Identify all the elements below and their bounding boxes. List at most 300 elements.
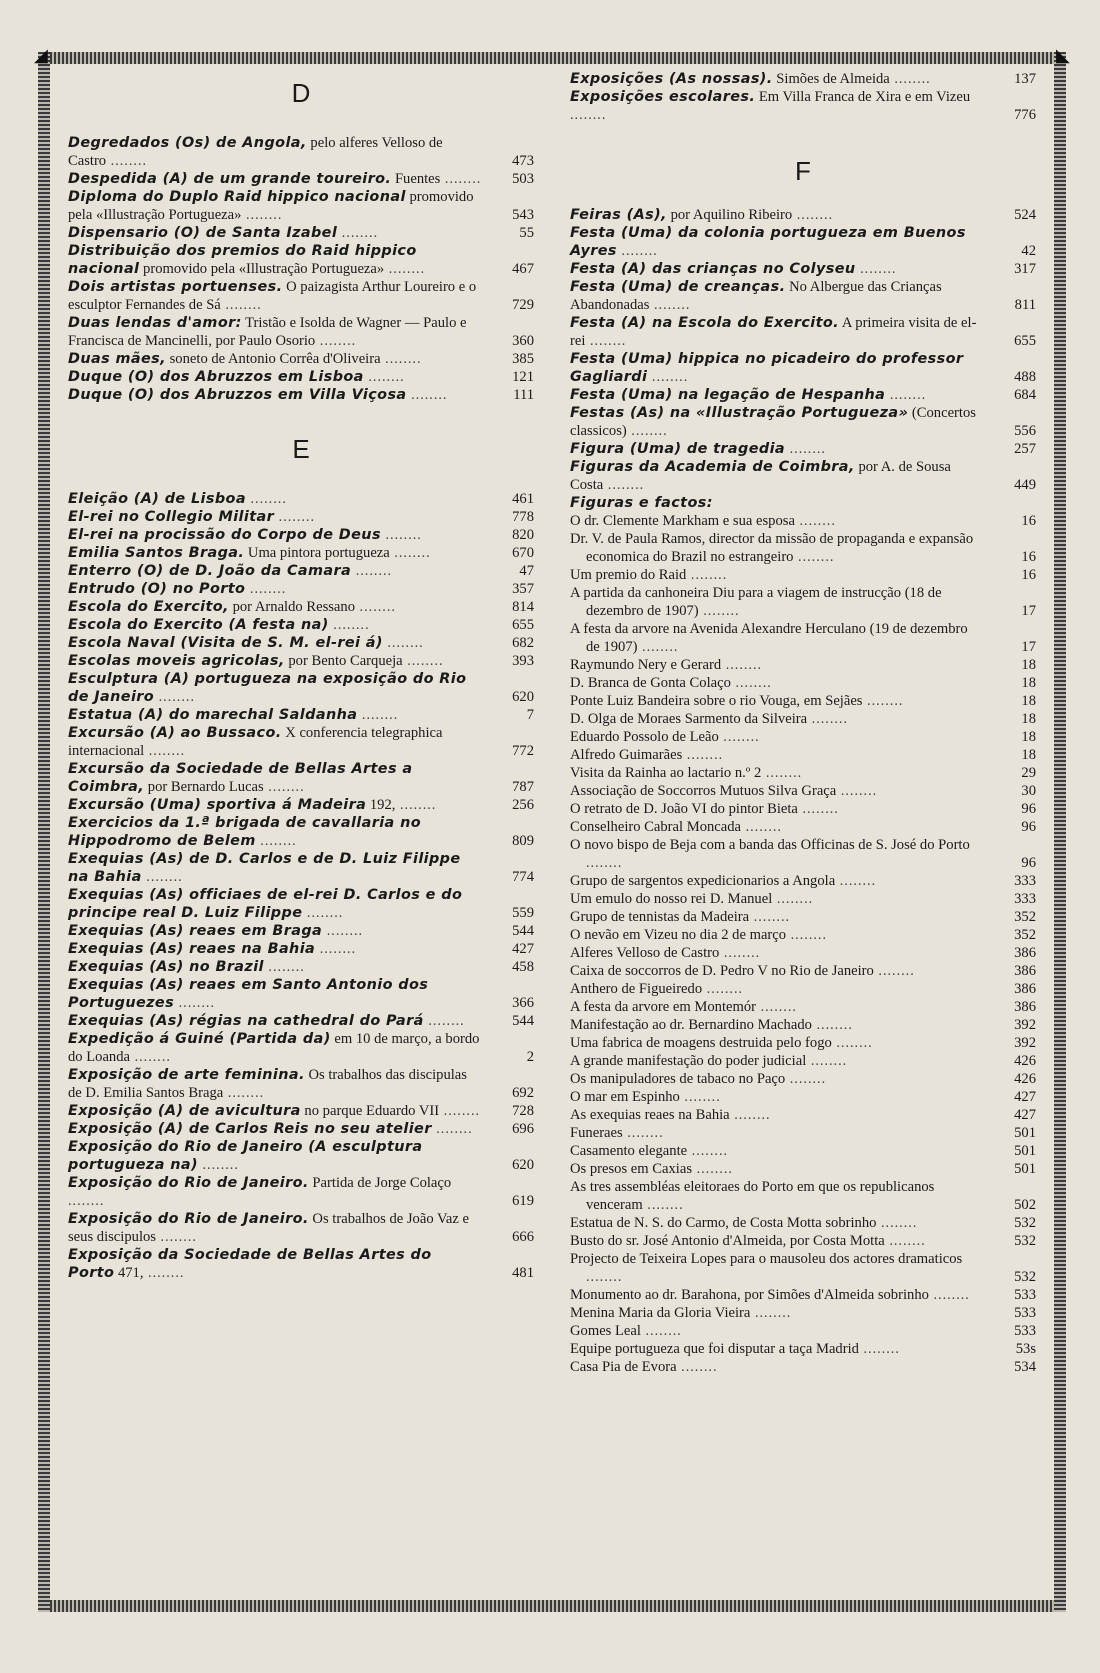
- leader-dots: ........: [794, 513, 836, 529]
- entry-description: Em Villa Franca de Xira e em Vizeu: [755, 89, 971, 105]
- leader-dots: ........: [616, 243, 658, 259]
- entry-description: Raymundo Nery e Gerard: [570, 657, 722, 673]
- page-number: 458: [512, 959, 534, 975]
- leader-dots: ........: [792, 207, 834, 223]
- index-entry: [570, 314, 1036, 350]
- right-column: [570, 70, 1036, 1594]
- page-number: 385: [512, 351, 534, 367]
- entry-title: Exposições (As nossas).: [570, 71, 773, 87]
- leader-dots: ........: [719, 945, 761, 961]
- page-number: 774: [512, 869, 534, 885]
- entry-description: Grupo de tennistas da Madeira: [570, 909, 750, 925]
- index-entry: [570, 1016, 1036, 1034]
- leader-dots: ........: [862, 693, 904, 709]
- page-number: 532: [1014, 1215, 1036, 1231]
- leader-dots: ........: [885, 387, 927, 403]
- entry-title: Exercicios da 1.ª brigada de cavallaria no Hippodromo de Belem: [68, 815, 422, 849]
- page-number: 534: [1014, 1359, 1036, 1375]
- leader-dots: ........: [831, 1035, 873, 1051]
- leader-dots: ........: [692, 1161, 733, 1177]
- leader-dots: ........: [756, 999, 797, 1015]
- index-entry: [570, 566, 1036, 584]
- entry-description: A primeira visita de el-rei: [570, 315, 977, 349]
- index-entry: [68, 170, 534, 188]
- page-number: 16: [1021, 549, 1036, 565]
- entry-description: por A. de Sousa Costa: [570, 459, 951, 493]
- leader-dots: ........: [649, 297, 691, 313]
- page-number: 814: [512, 599, 534, 615]
- leader-dots: ........: [858, 1341, 900, 1357]
- entry-title: Expedição á Guiné (Partida da): [68, 1031, 331, 1047]
- leader-dots: ........: [440, 171, 482, 187]
- index-entry: [68, 224, 534, 242]
- index-entry: [68, 886, 534, 922]
- index-entry: [570, 1250, 1036, 1286]
- page-number: 392: [1014, 1035, 1036, 1051]
- leader-dots: ........: [241, 207, 283, 223]
- entry-title: Exequias (As) reaes em Santo Antonio dos Portuguezes: [68, 977, 429, 1011]
- leader-dots: ........: [626, 423, 668, 439]
- page-border-left: [38, 52, 50, 1612]
- index-entry: [68, 976, 534, 1012]
- index-entry: [68, 1138, 534, 1174]
- leader-dots: ........: [855, 261, 897, 277]
- entry-title: Figuras da Academia de Coimbra,: [570, 459, 855, 475]
- index-entry: [68, 544, 534, 562]
- page-number: 426: [1014, 1053, 1036, 1069]
- index-entry: [570, 1160, 1036, 1178]
- index-entry: [68, 1210, 534, 1246]
- entry-description: O nevão em Vizeu no dia 2 de março: [570, 927, 787, 943]
- leader-dots: ........: [793, 549, 835, 565]
- page-number: 2: [526, 1049, 534, 1065]
- entry-description: por Bernardo Lucas: [144, 779, 264, 795]
- entry-title: Feiras (As),: [570, 207, 667, 223]
- page-number: 18: [1021, 729, 1036, 745]
- page-number: 427: [512, 941, 534, 957]
- entry-title: Exposição de arte feminina.: [68, 1067, 305, 1083]
- index-entry: [68, 670, 534, 706]
- leader-dots: ........: [806, 1053, 848, 1069]
- entry-title: Festa (Uma) da colonia portugueza em Buenos Ayres: [570, 225, 966, 259]
- leader-dots: ........: [835, 873, 877, 889]
- page-number: 655: [1014, 333, 1036, 349]
- entry-description: Um emulo do nosso rei D. Manuel: [570, 891, 773, 907]
- index-entry: [68, 242, 534, 278]
- entry-description: Casamento elegante: [570, 1143, 688, 1159]
- leader-dots: ........: [811, 1017, 853, 1033]
- entry-description: Gomes Leal: [570, 1323, 641, 1339]
- page-number: 386: [1014, 999, 1036, 1015]
- leader-dots: ........: [884, 1233, 926, 1249]
- index-entry: [570, 818, 1036, 836]
- page-number: 256: [512, 797, 534, 813]
- page-number: 820: [512, 527, 534, 543]
- index-entry: [570, 1214, 1036, 1232]
- page-number: 556: [1014, 423, 1036, 439]
- leader-dots: ........: [797, 801, 839, 817]
- index-entry: [68, 580, 534, 598]
- leader-dots: ........: [439, 1103, 481, 1119]
- page-number: 29: [1021, 765, 1036, 781]
- index-entry: [570, 1286, 1036, 1304]
- entry-description: Manifestação ao dr. Bernardino Machado: [570, 1017, 812, 1033]
- page-number: 18: [1021, 747, 1036, 763]
- page-number: 692: [512, 1085, 534, 1101]
- index-entry: [68, 1120, 534, 1138]
- entry-title: Emilia Santos Braga.: [68, 545, 245, 561]
- index-entry: [68, 1030, 534, 1066]
- index-entry: [570, 1124, 1036, 1142]
- entry-description: A partida da canhoneira Diu para a viagem de instrucção (18 de dezembro de 1907): [570, 585, 942, 619]
- leader-dots: ........: [130, 1049, 171, 1065]
- page-number: 449: [1014, 477, 1036, 493]
- entry-description: Associação de Soccorros Mutuos Silva Graça: [570, 783, 837, 799]
- page-number: 655: [512, 617, 534, 633]
- page-number: 533: [1014, 1305, 1036, 1321]
- leader-dots: ........: [741, 819, 782, 835]
- leader-dots: ........: [389, 545, 431, 561]
- leader-dots: ........: [263, 779, 305, 795]
- entry-description: No Albergue das Crianças Abandonadas: [570, 279, 942, 313]
- entry-description: Monumento ao dr. Barahona, por Simões d'Almeida sobrinho: [570, 1287, 929, 1303]
- leader-dots: ........: [197, 1157, 239, 1173]
- index-entry: [68, 1066, 534, 1102]
- leader-dots: ........: [68, 1193, 105, 1209]
- entry-title: Degredados (Os) de Angola,: [68, 135, 307, 151]
- entry-title: Excursão da Sociedade de Bellas Artes a Coimbra,: [68, 761, 413, 795]
- entry-description: Uma pintora portugueza: [244, 545, 390, 561]
- index-entry: [68, 1174, 534, 1210]
- page-number: 684: [1014, 387, 1036, 403]
- index-entry: [570, 890, 1036, 908]
- entry-description: A grande manifestação do poder judicial: [570, 1053, 807, 1069]
- entry-description: Busto do sr. José Antonio d'Almeida, por Costa Motta: [570, 1233, 885, 1249]
- leader-dots: ........: [357, 707, 399, 723]
- leader-dots: ........: [395, 797, 437, 813]
- index-entry: [68, 368, 534, 386]
- page-number: 18: [1021, 693, 1036, 709]
- page-number: 619: [512, 1193, 534, 1209]
- entry-description: Conselheiro Cabral Moncada: [570, 819, 742, 835]
- entry-description: por Arnaldo Ressano: [228, 599, 355, 615]
- leader-dots: ........: [380, 527, 422, 543]
- leader-dots: ........: [255, 833, 297, 849]
- index-entry: [570, 1088, 1036, 1106]
- leader-dots: ........: [721, 657, 763, 673]
- page-number: 427: [1014, 1089, 1036, 1105]
- entry-title: Excursão (A) ao Bussaco.: [68, 725, 282, 741]
- page-number: 386: [1014, 963, 1036, 979]
- page-number: 7: [526, 707, 534, 723]
- index-entry: [68, 1102, 534, 1120]
- page-number: 357: [512, 581, 534, 597]
- leader-dots: ........: [363, 369, 405, 385]
- page-number: 524: [1014, 207, 1036, 223]
- entry-title: Festa (Uma) hippica no picadeiro do professor Gagliardi: [570, 351, 964, 385]
- leader-dots: ........: [640, 1323, 682, 1339]
- entry-title: Exposição do Rio de Janeiro.: [68, 1175, 309, 1191]
- page-number: 559: [512, 905, 534, 921]
- leader-dots: ........: [702, 981, 744, 997]
- leader-dots: ........: [406, 387, 448, 403]
- entry-description: Funeraes: [570, 1125, 623, 1141]
- entry-description: A festa da arvore na Avenida Alexandre Herculano (19 de dezembro de 1907): [570, 621, 968, 655]
- index-entry: [570, 512, 1036, 530]
- entry-title: Dois artistas portuenses.: [68, 279, 283, 295]
- index-entry: [68, 796, 534, 814]
- entry-title: El-rei no Collegio Militar: [68, 509, 275, 525]
- index-entry: [570, 1142, 1036, 1160]
- index-entry: [570, 260, 1036, 278]
- page-border-right: [1054, 52, 1066, 1612]
- index-entry: [570, 206, 1036, 224]
- section-letter-d: D: [291, 78, 311, 108]
- entry-title: Festa (A) das crianças no Colyseu: [570, 261, 856, 277]
- entry-description: 471,: [114, 1265, 144, 1281]
- index-entry: [68, 706, 534, 724]
- index-entry: [68, 940, 534, 958]
- index-entry: [570, 278, 1036, 314]
- page-number: 620: [512, 1157, 534, 1173]
- leader-dots: ........: [622, 1125, 664, 1141]
- leader-dots: ........: [423, 1013, 465, 1029]
- leader-dots: ........: [337, 225, 379, 241]
- page-number: 96: [1021, 801, 1036, 817]
- leader-dots: ........: [873, 963, 915, 979]
- index-entry: [570, 1322, 1036, 1340]
- page-number: 809: [512, 833, 534, 849]
- page-border-top: [38, 52, 1066, 64]
- index-entry: [68, 760, 534, 796]
- entry-title: Festa (Uma) na legação de Hespanha: [570, 387, 886, 403]
- leader-dots: ........: [647, 369, 689, 385]
- page-number: 544: [512, 923, 534, 939]
- page-number: 787: [512, 779, 534, 795]
- leader-dots: ........: [785, 441, 826, 457]
- entry-title: Estatua (A) do marechal Saldanha: [68, 707, 358, 723]
- leader-dots: ........: [174, 995, 215, 1011]
- index-entry: [570, 746, 1036, 764]
- leader-dots: ........: [718, 729, 760, 745]
- page-number: 728: [512, 1103, 534, 1119]
- index-entry: [570, 908, 1036, 926]
- page-number: 501: [1014, 1161, 1036, 1177]
- page-number: 776: [1014, 107, 1036, 123]
- leader-dots: ........: [106, 153, 148, 169]
- entry-title: Duque (O) dos Abruzzos em Villa Viçosa: [68, 387, 407, 403]
- entry-description: A festa da arvore em Montemór: [570, 999, 757, 1015]
- index-entry: [68, 922, 534, 940]
- leader-dots: ........: [682, 747, 724, 763]
- section-letter-e: E: [292, 434, 310, 464]
- page-number: 473: [512, 153, 534, 169]
- index-entry: [570, 782, 1036, 800]
- entry-description: X conferencia telegraphica internacional: [68, 725, 443, 759]
- leader-dots: ........: [785, 1071, 827, 1087]
- leader-dots: ........: [263, 959, 305, 975]
- entry-description: Estatua de N. S. do Carmo, de Costa Motta sobrinho: [570, 1215, 877, 1231]
- leader-dots: ........: [761, 765, 803, 781]
- entry-title: Escolas moveis agricolas,: [68, 653, 285, 669]
- entry-description: Uma fabrica de moagens destruida pelo fogo: [570, 1035, 832, 1051]
- index-entry: [68, 1012, 534, 1030]
- leader-dots: ........: [155, 1229, 197, 1245]
- entry-description: (Concertos classicos): [570, 405, 976, 439]
- entry-title: Exposição (A) de Carlos Reis no seu atelier: [68, 1121, 432, 1137]
- leader-dots: ........: [687, 1143, 729, 1159]
- page-number: 317: [1014, 261, 1036, 277]
- index-entry: [570, 1106, 1036, 1124]
- entry-title: Exposição (A) de avicultura: [68, 1103, 301, 1119]
- index-entry: [68, 958, 534, 976]
- page-number: 503: [512, 171, 534, 187]
- leader-dots: ........: [729, 1107, 771, 1123]
- index-entry: [570, 800, 1036, 818]
- index-entry: [570, 1340, 1036, 1358]
- page-number: 30: [1021, 783, 1036, 799]
- index-entry: [68, 562, 534, 580]
- index-entry: [570, 926, 1036, 944]
- page-number: 352: [1014, 909, 1036, 925]
- entry-title: Figuras e factos:: [570, 495, 713, 511]
- index-entry: [570, 944, 1036, 962]
- entry-title: Enterro (O) de D. João da Camara: [68, 563, 352, 579]
- page-number: 55: [519, 225, 534, 241]
- leader-dots: ........: [676, 1359, 718, 1375]
- page-number: 533: [1014, 1323, 1036, 1339]
- page-number: 467: [512, 261, 534, 277]
- index-entry: [68, 724, 534, 760]
- leader-dots: ........: [876, 1215, 918, 1231]
- page-border-bottom: [38, 1600, 1066, 1612]
- leader-dots: ........: [351, 563, 393, 579]
- page-number: 670: [512, 545, 534, 561]
- index-entry: [68, 1246, 534, 1282]
- leader-dots: ........: [586, 855, 623, 871]
- entry-title: Exequias (As) reaes em Braga: [68, 923, 323, 939]
- index-page: [68, 70, 1040, 1594]
- page-number: 811: [1014, 297, 1036, 313]
- entry-description: no parque Eduardo VII: [300, 1103, 440, 1119]
- entry-title: Eleição (A) de Lisboa: [68, 491, 246, 507]
- index-entry: [570, 494, 1036, 512]
- entries-f: [570, 206, 1036, 512]
- entry-description: As exequias reaes na Bahia: [570, 1107, 730, 1123]
- page-number: 666: [512, 1229, 534, 1245]
- entry-description: O mar em Espinho: [570, 1089, 680, 1105]
- entry-description: Alfredo Guimarães: [570, 747, 683, 763]
- index-entry: [68, 490, 534, 508]
- page-number: 96: [1021, 819, 1036, 835]
- index-entry: [68, 850, 534, 886]
- index-entry: [570, 656, 1036, 674]
- index-entry: [570, 1232, 1036, 1250]
- leader-dots: ........: [355, 599, 396, 615]
- page-number: 392: [1014, 1017, 1036, 1033]
- leader-dots: ........: [384, 261, 426, 277]
- left-column: [68, 70, 534, 1594]
- entries-e-continued: [570, 70, 1036, 124]
- entry-title: Excursão (Uma) sportiva á Madeira: [68, 797, 367, 813]
- page-number: 682: [512, 635, 534, 651]
- leader-dots: ........: [141, 869, 183, 885]
- entry-description: Visita da Rainha ao lactario n.º 2: [570, 765, 762, 781]
- index-entry: [68, 314, 534, 350]
- entry-description: Anthero de Figueiredo: [570, 981, 703, 997]
- page-number: 17: [1021, 639, 1036, 655]
- index-entry: [68, 598, 534, 616]
- leader-dots: ........: [328, 617, 370, 633]
- leader-dots: ........: [380, 351, 422, 367]
- leader-dots: ........: [807, 711, 849, 727]
- index-entry: [68, 508, 534, 526]
- index-entry: [68, 134, 534, 170]
- page-number: 47: [519, 563, 534, 579]
- leader-dots: ........: [322, 923, 364, 939]
- leader-dots: ........: [786, 927, 827, 943]
- leader-dots: ........: [144, 743, 186, 759]
- corner-arrow-icon: ◣: [1056, 45, 1070, 65]
- leader-dots: ........: [302, 905, 344, 921]
- leader-dots: ........: [603, 477, 645, 493]
- entry-description: Casa Pia de Evora: [570, 1359, 677, 1375]
- page-number: 386: [1014, 981, 1036, 997]
- index-entry: [570, 530, 1036, 566]
- entry-description: Os trabalhos de João Vaz e seus discipulos: [68, 1211, 469, 1245]
- entry-title: Esculptura (A) portugueza na exposição do Rio de Janeiro: [68, 671, 467, 705]
- index-entry: [570, 998, 1036, 1016]
- page-number: 121: [512, 369, 534, 385]
- entry-description: Caixa de soccorros de D. Pedro V no Rio de Janeiro: [570, 963, 874, 979]
- entry-description: Grupo de sargentos expedicionarios a Angola: [570, 873, 836, 889]
- entry-title: Festas (As) na «Illustração Portugueza»: [570, 405, 909, 421]
- entry-title: El-rei na procissão do Corpo de Deus: [68, 527, 381, 543]
- page-number: 488: [1014, 369, 1036, 385]
- entry-description: Equipe portugueza que foi disputar a taça Madrid: [570, 1341, 859, 1357]
- index-entry: [570, 458, 1036, 494]
- page-number: 544: [512, 1013, 534, 1029]
- entry-description: promovido pela «Illustração Portugueza»: [68, 189, 474, 223]
- index-entry: [570, 584, 1036, 620]
- leader-dots: ........: [382, 635, 424, 651]
- entry-description: Eduardo Possolo de Leão: [570, 729, 719, 745]
- entry-title: Exposição do Rio de Janeiro.: [68, 1211, 309, 1227]
- entry-title: Escola do Exercito,: [68, 599, 229, 615]
- page-number: 696: [512, 1121, 534, 1137]
- index-entry: [570, 350, 1036, 386]
- index-entry: [68, 652, 534, 670]
- leader-dots: ........: [274, 509, 316, 525]
- entry-description: 192,: [366, 797, 396, 813]
- page-number: 501: [1014, 1125, 1036, 1141]
- page-number: 393: [512, 653, 534, 669]
- entry-title: Escola do Exercito (A festa na): [68, 617, 329, 633]
- entry-description: Menina Maria da Gloria Vieira: [570, 1305, 751, 1321]
- entry-title: Figura (Uma) de tragedia: [570, 441, 786, 457]
- page-number: 137: [1014, 71, 1036, 87]
- page-number: 729: [512, 297, 534, 313]
- leader-dots: ........: [749, 909, 791, 925]
- leader-dots: ........: [679, 1089, 721, 1105]
- entry-title: Exposição do Rio de Janeiro (A esculptura portugueza na): [68, 1139, 423, 1173]
- index-entry: [570, 728, 1036, 746]
- index-entry: [570, 674, 1036, 692]
- entry-title: Entrudo (O) no Porto: [68, 581, 246, 597]
- page-number: 620: [512, 689, 534, 705]
- page-number: 18: [1021, 675, 1036, 691]
- page-number: 352: [1014, 927, 1036, 943]
